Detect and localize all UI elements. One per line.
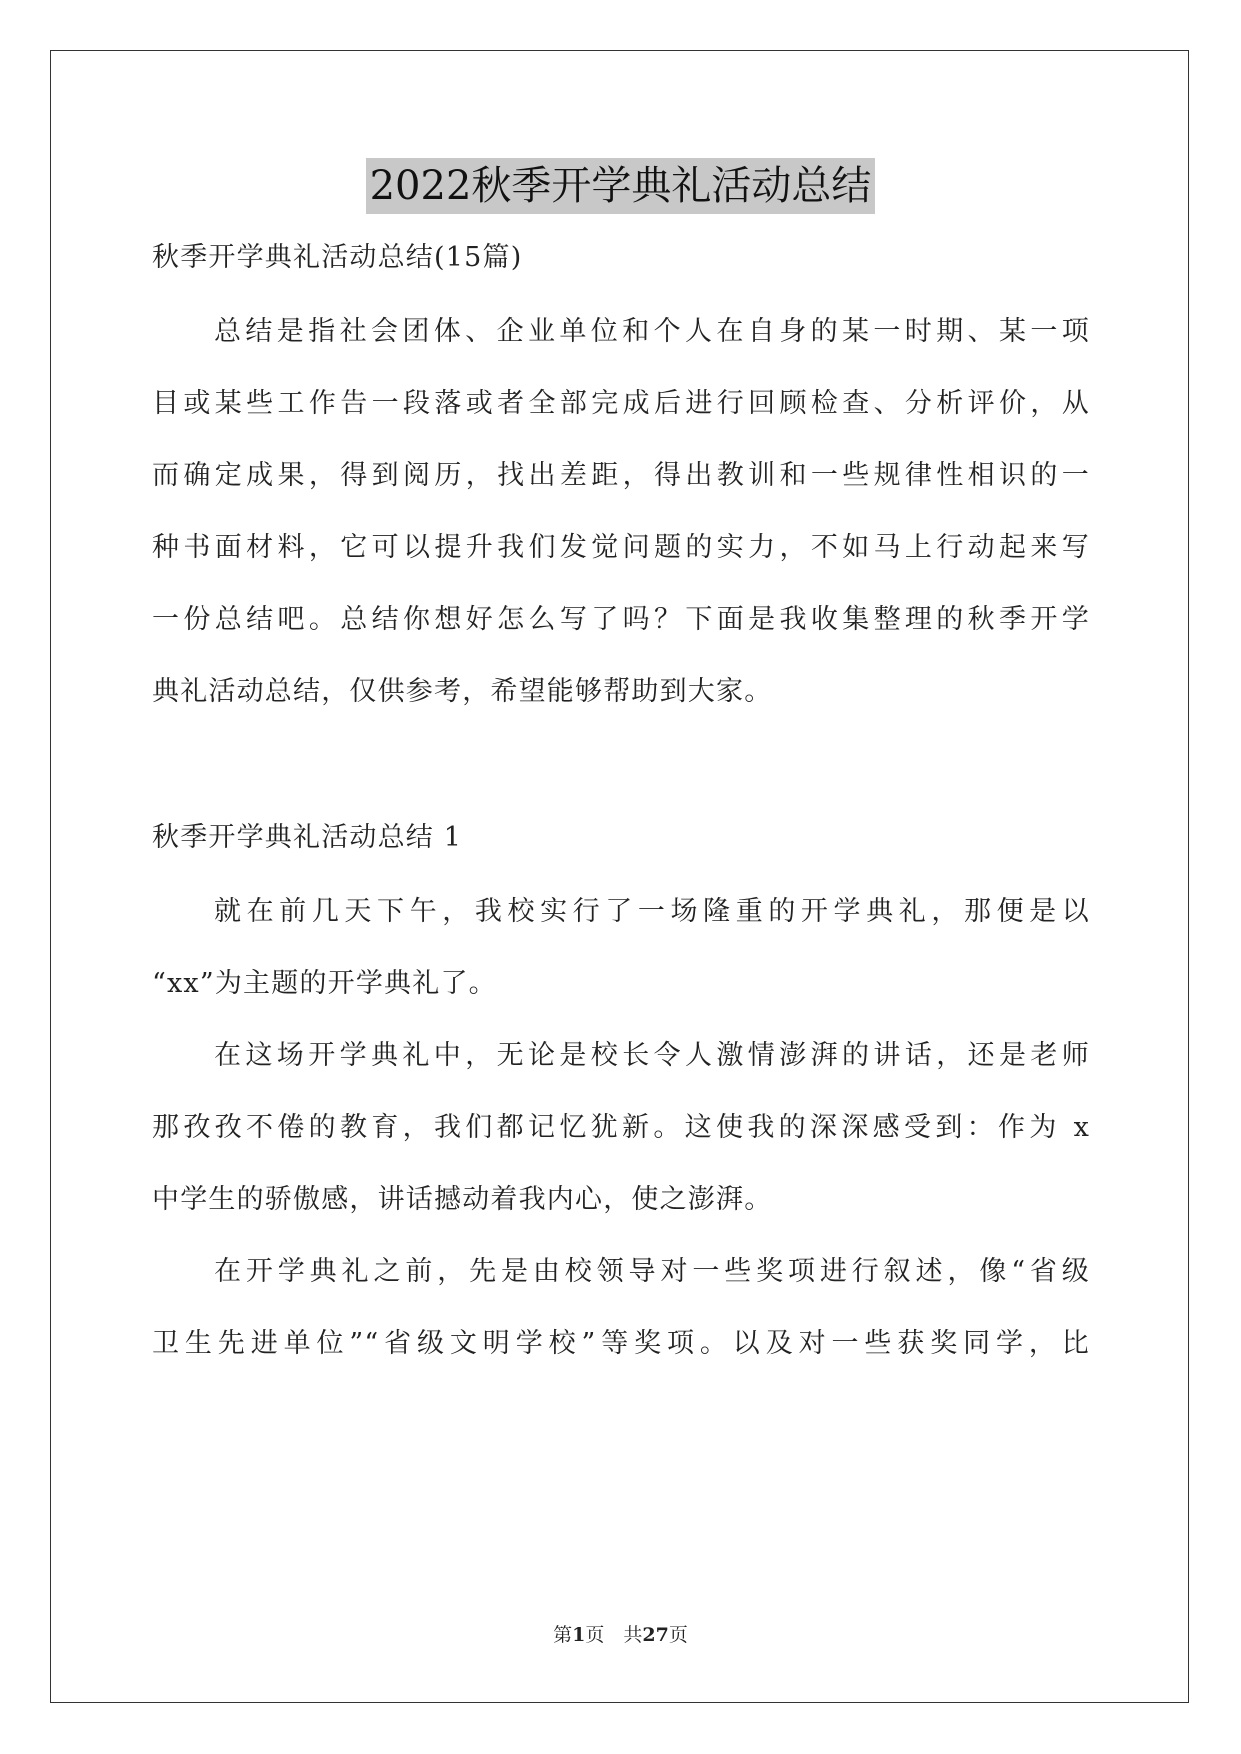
page-prefix: 第 <box>553 1624 573 1646</box>
intro-line: 种书面材料，它可以提升我们发觉问题的实力，不如马上行动起来写 <box>152 532 1090 563</box>
intro-line: 典礼活动总结，仅供参考，希望能够帮助到大家。 <box>152 676 773 707</box>
paragraph-line: 在开学典礼之前，先是由校领导对一些奖项进行叙述，像“省级 <box>214 1256 1090 1287</box>
paragraph-line: “xx”为主题的开学典礼了。 <box>152 968 497 999</box>
paragraph-line: 那孜孜不倦的教育，我们都记忆犹新。这使我的深深感受到：作为 x <box>152 1112 1090 1143</box>
page-mid: 页 共 <box>585 1624 643 1646</box>
page-current: 1 <box>572 1624 586 1646</box>
section-heading: 秋季开学典礼活动总结 1 <box>152 822 463 853</box>
intro-line: 总结是指社会团体、企业单位和个人在自身的某一时期、某一项 <box>214 316 1090 347</box>
page-total: 27 <box>642 1624 669 1646</box>
paragraph-line: 在这场开学典礼中，无论是校长令人激情澎湃的讲话，还是老师 <box>214 1040 1090 1071</box>
paragraph-line: 中学生的骄傲感，讲话撼动着我内心，使之澎湃。 <box>152 1184 773 1215</box>
page-footer <box>0 1620 1241 1647</box>
page-suffix: 页 <box>668 1624 688 1646</box>
intro-line: 目或某些工作告一段落或者全部完成后进行回顾检查、分析评价，从 <box>152 388 1090 419</box>
intro-line: 一份总结吧。总结你想好怎么写了吗？下面是我收集整理的秋季开学 <box>152 604 1090 635</box>
document-title: 2022秋季开学典礼活动总结 <box>366 158 876 214</box>
paragraph-line: 卫生先进单位”“省级文明学校”等奖项。以及对一些获奖同学，比 <box>152 1328 1090 1359</box>
document-subtitle: 秋季开学典礼活动总结(15篇) <box>152 242 523 273</box>
intro-line: 而确定成果，得到阅历，找出差距，得出教训和一些规律性相识的一 <box>152 460 1090 491</box>
title-wrap <box>0 158 1241 214</box>
paragraph-line: 就在前几天下午，我校实行了一场隆重的开学典礼，那便是以 <box>214 896 1090 927</box>
page-frame <box>50 50 1189 1703</box>
